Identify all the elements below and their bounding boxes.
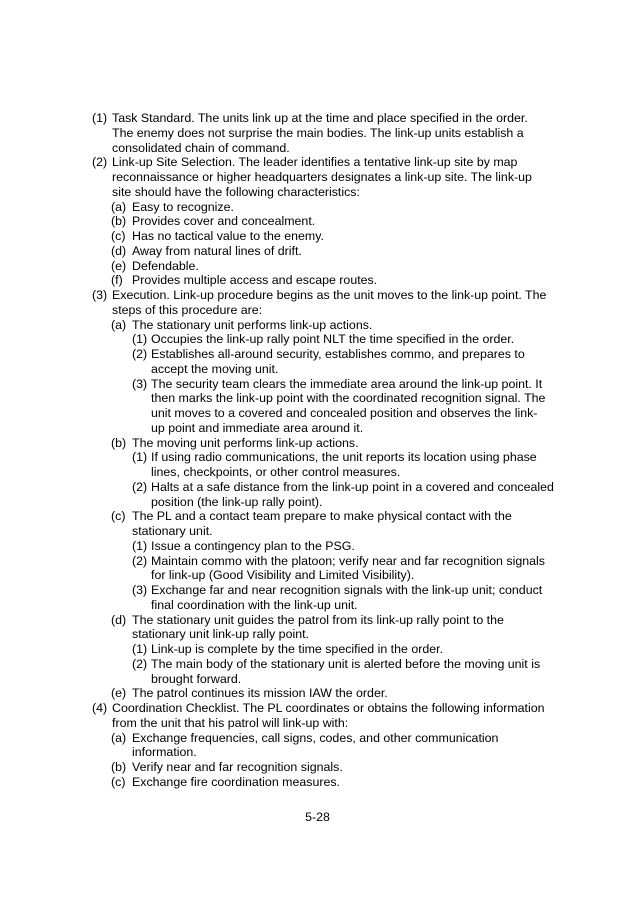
- list-item-number: (2): [132, 553, 148, 568]
- list-item-number: (2): [132, 479, 148, 494]
- list-item: [92, 273, 552, 288]
- list-item-text-line: The patrol continues its mission IAW the order.: [132, 686, 388, 701]
- list-item-text-line: Issue a contingency plan to the PSG.: [151, 538, 355, 553]
- list-item-number: (d): [111, 612, 127, 627]
- list-item-text-line: unit moves to a covered and concealed position and observes the link-: [151, 406, 538, 420]
- list-item-number: (2): [132, 656, 148, 671]
- list-item-text-line: Has no tactical value to the enemy.: [132, 229, 324, 243]
- list-item-text-line: stationary unit link-up rally point.: [132, 627, 309, 642]
- list-item-text-line: for link-up (Good Visibility and Limited Visibility).: [151, 568, 415, 583]
- list-item: [92, 760, 552, 775]
- list-item-number: (1): [132, 332, 148, 347]
- list-item-text-line: accept the moving unit.: [151, 361, 279, 376]
- list-item-number: (b): [111, 435, 127, 450]
- list-item: [92, 214, 552, 229]
- list-item-text-line: Exchange fire coordination measures.: [132, 774, 341, 789]
- list-item-text-line: Provides cover and concealment.: [132, 214, 316, 229]
- list-item-number: (a): [111, 317, 127, 332]
- list-item-number: (d): [111, 243, 127, 258]
- list-item-text-line: steps of this procedure are:: [112, 302, 263, 317]
- list-item-text-line: Establishes all-around security, establishes commo, and prepares to: [151, 347, 525, 361]
- list-item-text-line: Away from natural lines of drift.: [132, 243, 302, 258]
- list-item-text-line: The moving unit performs link-up actions.: [132, 435, 359, 450]
- list-item: [92, 155, 552, 199]
- list-item-text-line: Task Standard. The units link up at the time and place specified in the order.: [112, 111, 528, 125]
- list-item-text-line: lines, checkpoints, or other control measures.: [151, 465, 401, 479]
- list-item: [92, 377, 552, 436]
- list-item: [92, 318, 552, 333]
- list-item-text-line: stationary unit.: [132, 524, 213, 538]
- list-item-text-line: Link-up is complete by the time specified in the order.: [151, 642, 444, 656]
- list-item-text-line: Occupies the link-up rally point NLT the time specified in the order.: [151, 332, 515, 347]
- list-item-number: (e): [111, 686, 127, 701]
- list-item: [92, 332, 552, 347]
- list-item: [92, 775, 552, 790]
- list-item-text-line: position (the link-up rally point).: [151, 494, 323, 509]
- list-item: [92, 657, 552, 687]
- list-item-text-line: Maintain commo with the platoon; verify near and far recognition signals: [151, 553, 545, 568]
- list-item-text-line: The stationary unit guides the patrol from its link-up rally point to the: [132, 612, 504, 627]
- list-item-number: (b): [111, 760, 127, 774]
- list-item-number: (c): [111, 509, 126, 524]
- list-item: [92, 200, 552, 215]
- list-item-number: (2): [92, 155, 108, 170]
- list-item-number: (f): [111, 273, 123, 288]
- list-item: [92, 229, 552, 244]
- list-item-number: (c): [111, 229, 126, 243]
- list-item-text-line: The main body of the stationary unit is alerted before the moving unit is: [151, 656, 541, 671]
- list-item-number: (1): [132, 538, 148, 553]
- list-item-text-line: reconnaissance or higher headquarters designates a link-up site. The link-up: [112, 170, 532, 184]
- list-item: [92, 613, 552, 643]
- list-item-text-line: consolidated chain of command.: [112, 140, 290, 155]
- list-item-text-line: site should have the following characteristics:: [112, 184, 360, 199]
- list-item-text-line: brought forward.: [151, 671, 242, 686]
- list-item: [92, 686, 552, 701]
- list-item: [92, 288, 552, 318]
- list-item: [92, 554, 552, 584]
- list-item: [92, 347, 552, 377]
- list-item-number: (b): [111, 214, 127, 229]
- list-item-number: (c): [111, 774, 126, 789]
- list-item: [92, 583, 552, 613]
- list-item: [92, 539, 552, 554]
- list-item: [92, 244, 552, 259]
- list-item-text-line: Coordination Checklist. The PL coordinates or obtains the following information: [112, 701, 545, 715]
- list-item-number: (e): [111, 258, 127, 273]
- list-item-text-line: The PL and a contact team prepare to make physical contact with the: [132, 509, 512, 524]
- list-item: [92, 450, 552, 480]
- list-item-number: (a): [111, 730, 127, 745]
- list-item: [92, 509, 552, 539]
- list-item: [92, 111, 552, 155]
- list-item-text-line: The security team clears the immediate area around the link-up point. It: [151, 376, 543, 391]
- list-item-number: (3): [92, 288, 108, 302]
- list-item-text-line: from the unit that his patrol will link-up with:: [112, 715, 349, 730]
- list-item: [92, 259, 552, 274]
- list-item-text-line: The enemy does not surprise the main bodies. The link-up units establish a: [112, 125, 524, 140]
- list-item-text-line: Exchange far and near recognition signals with the link-up unit; conduct: [151, 583, 543, 597]
- list-item: [92, 480, 552, 510]
- list-item: [92, 701, 552, 731]
- list-item-text-line: If using radio communications, the unit reports its location using phase: [151, 450, 537, 465]
- list-item-number: (1): [92, 111, 108, 125]
- list-item: [92, 642, 552, 657]
- list-item-text-line: Exchange frequencies, call signs, codes, and other communication: [132, 730, 499, 745]
- list-item-text-line: Defendable.: [132, 258, 199, 273]
- list-item-text-line: Link-up Site Selection. The leader identifies a tentative link-up site by map: [112, 155, 518, 170]
- list-item: [92, 731, 552, 761]
- list-item-number: (a): [111, 199, 127, 214]
- list-item-number: (2): [132, 347, 148, 361]
- list-item-text-line: final coordination with the link-up unit.: [151, 597, 358, 612]
- list-item-text-line: then marks the link-up point with the coordinated recognition signal. The: [151, 391, 546, 406]
- list-item-number: (4): [92, 701, 108, 715]
- list-item-text-line: Verify near and far recognition signals.: [132, 760, 343, 774]
- page-number: 5-28: [305, 810, 330, 824]
- list-item-text-line: up point and immediate area around it.: [151, 420, 364, 435]
- list-item-number: (3): [132, 583, 148, 597]
- list-item-number: (1): [132, 450, 148, 465]
- list-item-text-line: Provides multiple access and escape routes.: [132, 273, 378, 288]
- list-item-text-line: Halts at a safe distance from the link-up point in a covered and concealed: [151, 479, 554, 494]
- list-item-number: (3): [132, 376, 148, 391]
- list-item-text-line: Execution. Link-up procedure begins as the unit moves to the link-up point. The: [112, 288, 547, 302]
- list-item: [92, 436, 552, 451]
- list-item-number: (1): [132, 642, 148, 656]
- list-item-text-line: information.: [132, 745, 197, 760]
- list-item-text-line: Easy to recognize.: [132, 199, 234, 214]
- list-item-text-line: The stationary unit performs link-up actions.: [132, 317, 373, 332]
- link-up-procedure-list: [92, 111, 552, 790]
